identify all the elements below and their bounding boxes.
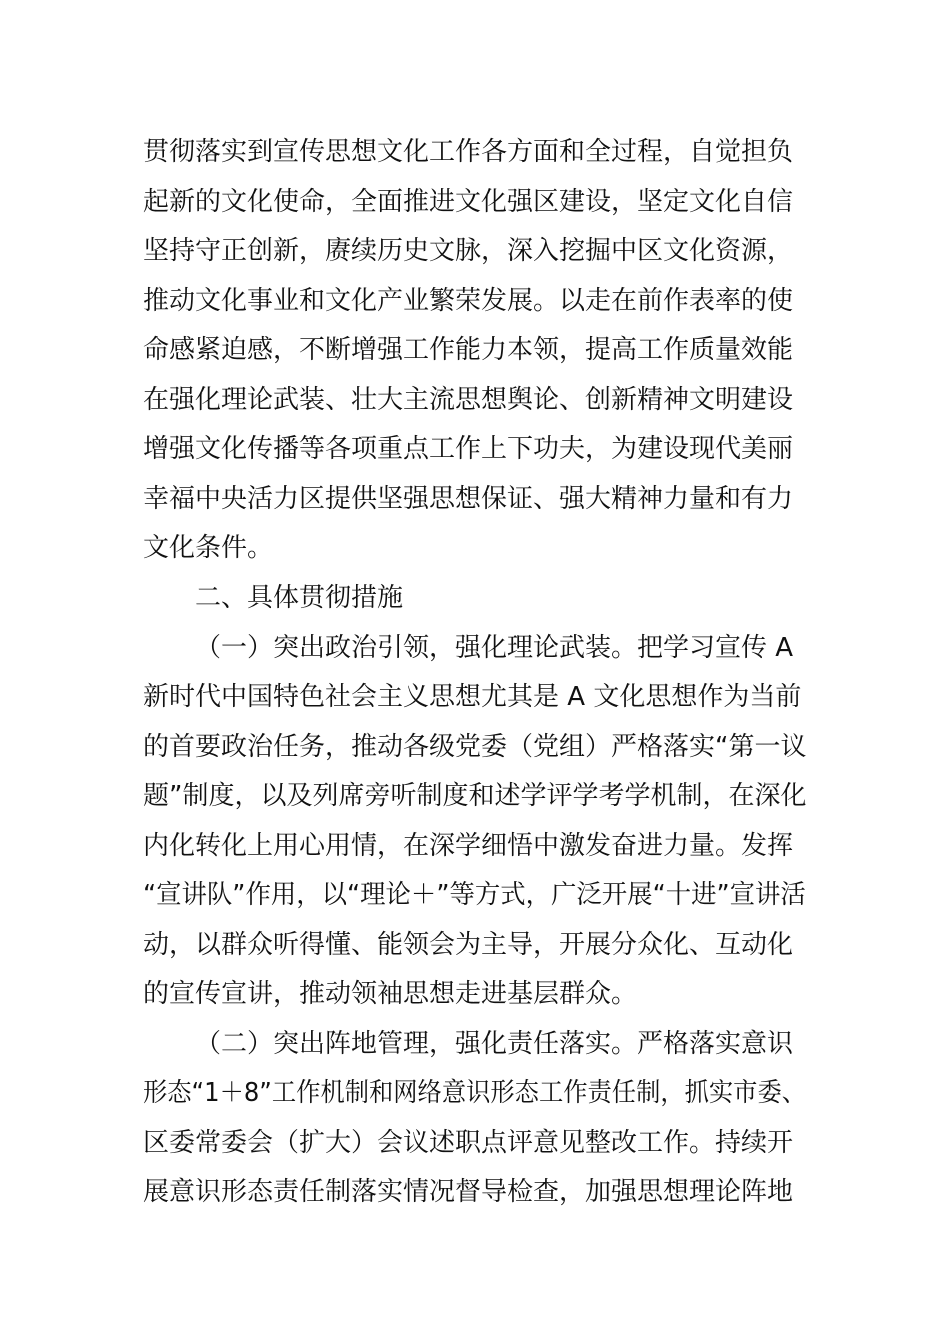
paragraph-line: 坚持守正创新，赓续历史文脉，深入挖掘中区文化资源， — [143, 236, 794, 266]
paragraph-line: 文化条件。 — [143, 533, 274, 563]
paragraph-line: 增强文化传播等各项重点工作上下功夫，为建设现代美丽 — [143, 434, 794, 464]
paragraph-line: 形态“1＋8”工作机制和网络意识形态工作责任制，抓实市委、 — [143, 1078, 807, 1108]
paragraph-line: 推动文化事业和文化产业繁荣发展。以走在前作表率的使 — [143, 286, 794, 316]
section-heading: 二、具体贯彻措施 — [195, 583, 404, 613]
paragraph-line: 的宣传宣讲，推动领袖思想走进基层群众。 — [143, 979, 638, 1009]
paragraph-line: 贯彻落实到宣传思想文化工作各方面和全过程，自觉担负 — [143, 137, 794, 167]
paragraph-line: 的首要政治任务，推动各级党委（党组）严格落实“第一议 — [143, 732, 807, 762]
paragraph-line: （二）突出阵地管理，强化责任落实。严格落实意识 — [195, 1029, 794, 1059]
paragraph-line: 题”制度，以及列席旁听制度和述学评学考学机制，在深化 — [143, 781, 807, 811]
paragraph-line: （一）突出政治引领，强化理论武装。把学习宣传 A — [195, 633, 794, 663]
paragraph-line: 幸福中央活力区提供坚强思想保证、强大精神力量和有力 — [143, 484, 794, 514]
paragraph-line: 新时代中国特色社会主义思想尤其是 A 文化思想作为当前 — [143, 682, 802, 712]
paragraph-line: 区委常委会（扩大）会议述职点评意见整改工作。持续开 — [143, 1128, 794, 1158]
paragraph-line: 动，以群众听得懂、能领会为主导，开展分众化、互动化 — [143, 930, 794, 960]
paragraph-line: 在强化理论武装、壮大主流思想舆论、创新精神文明建设 — [143, 385, 794, 415]
paragraph-line: 命感紧迫感，不断增强工作能力本领，提高工作质量效能 — [143, 335, 794, 365]
paragraph-line: “宣讲队”作用，以“理论＋”等方式，广泛开展“十进”宣讲活 — [143, 880, 806, 910]
paragraph-line: 展意识形态责任制落实情况督导检查，加强思想理论阵地 — [143, 1177, 794, 1207]
paragraph-line: 内化转化上用心用情，在深学细悟中激发奋进力量。发挥 — [143, 831, 794, 861]
paragraph-line: 起新的文化使命，全面推进文化强区建设，坚定文化自信 — [143, 187, 794, 217]
